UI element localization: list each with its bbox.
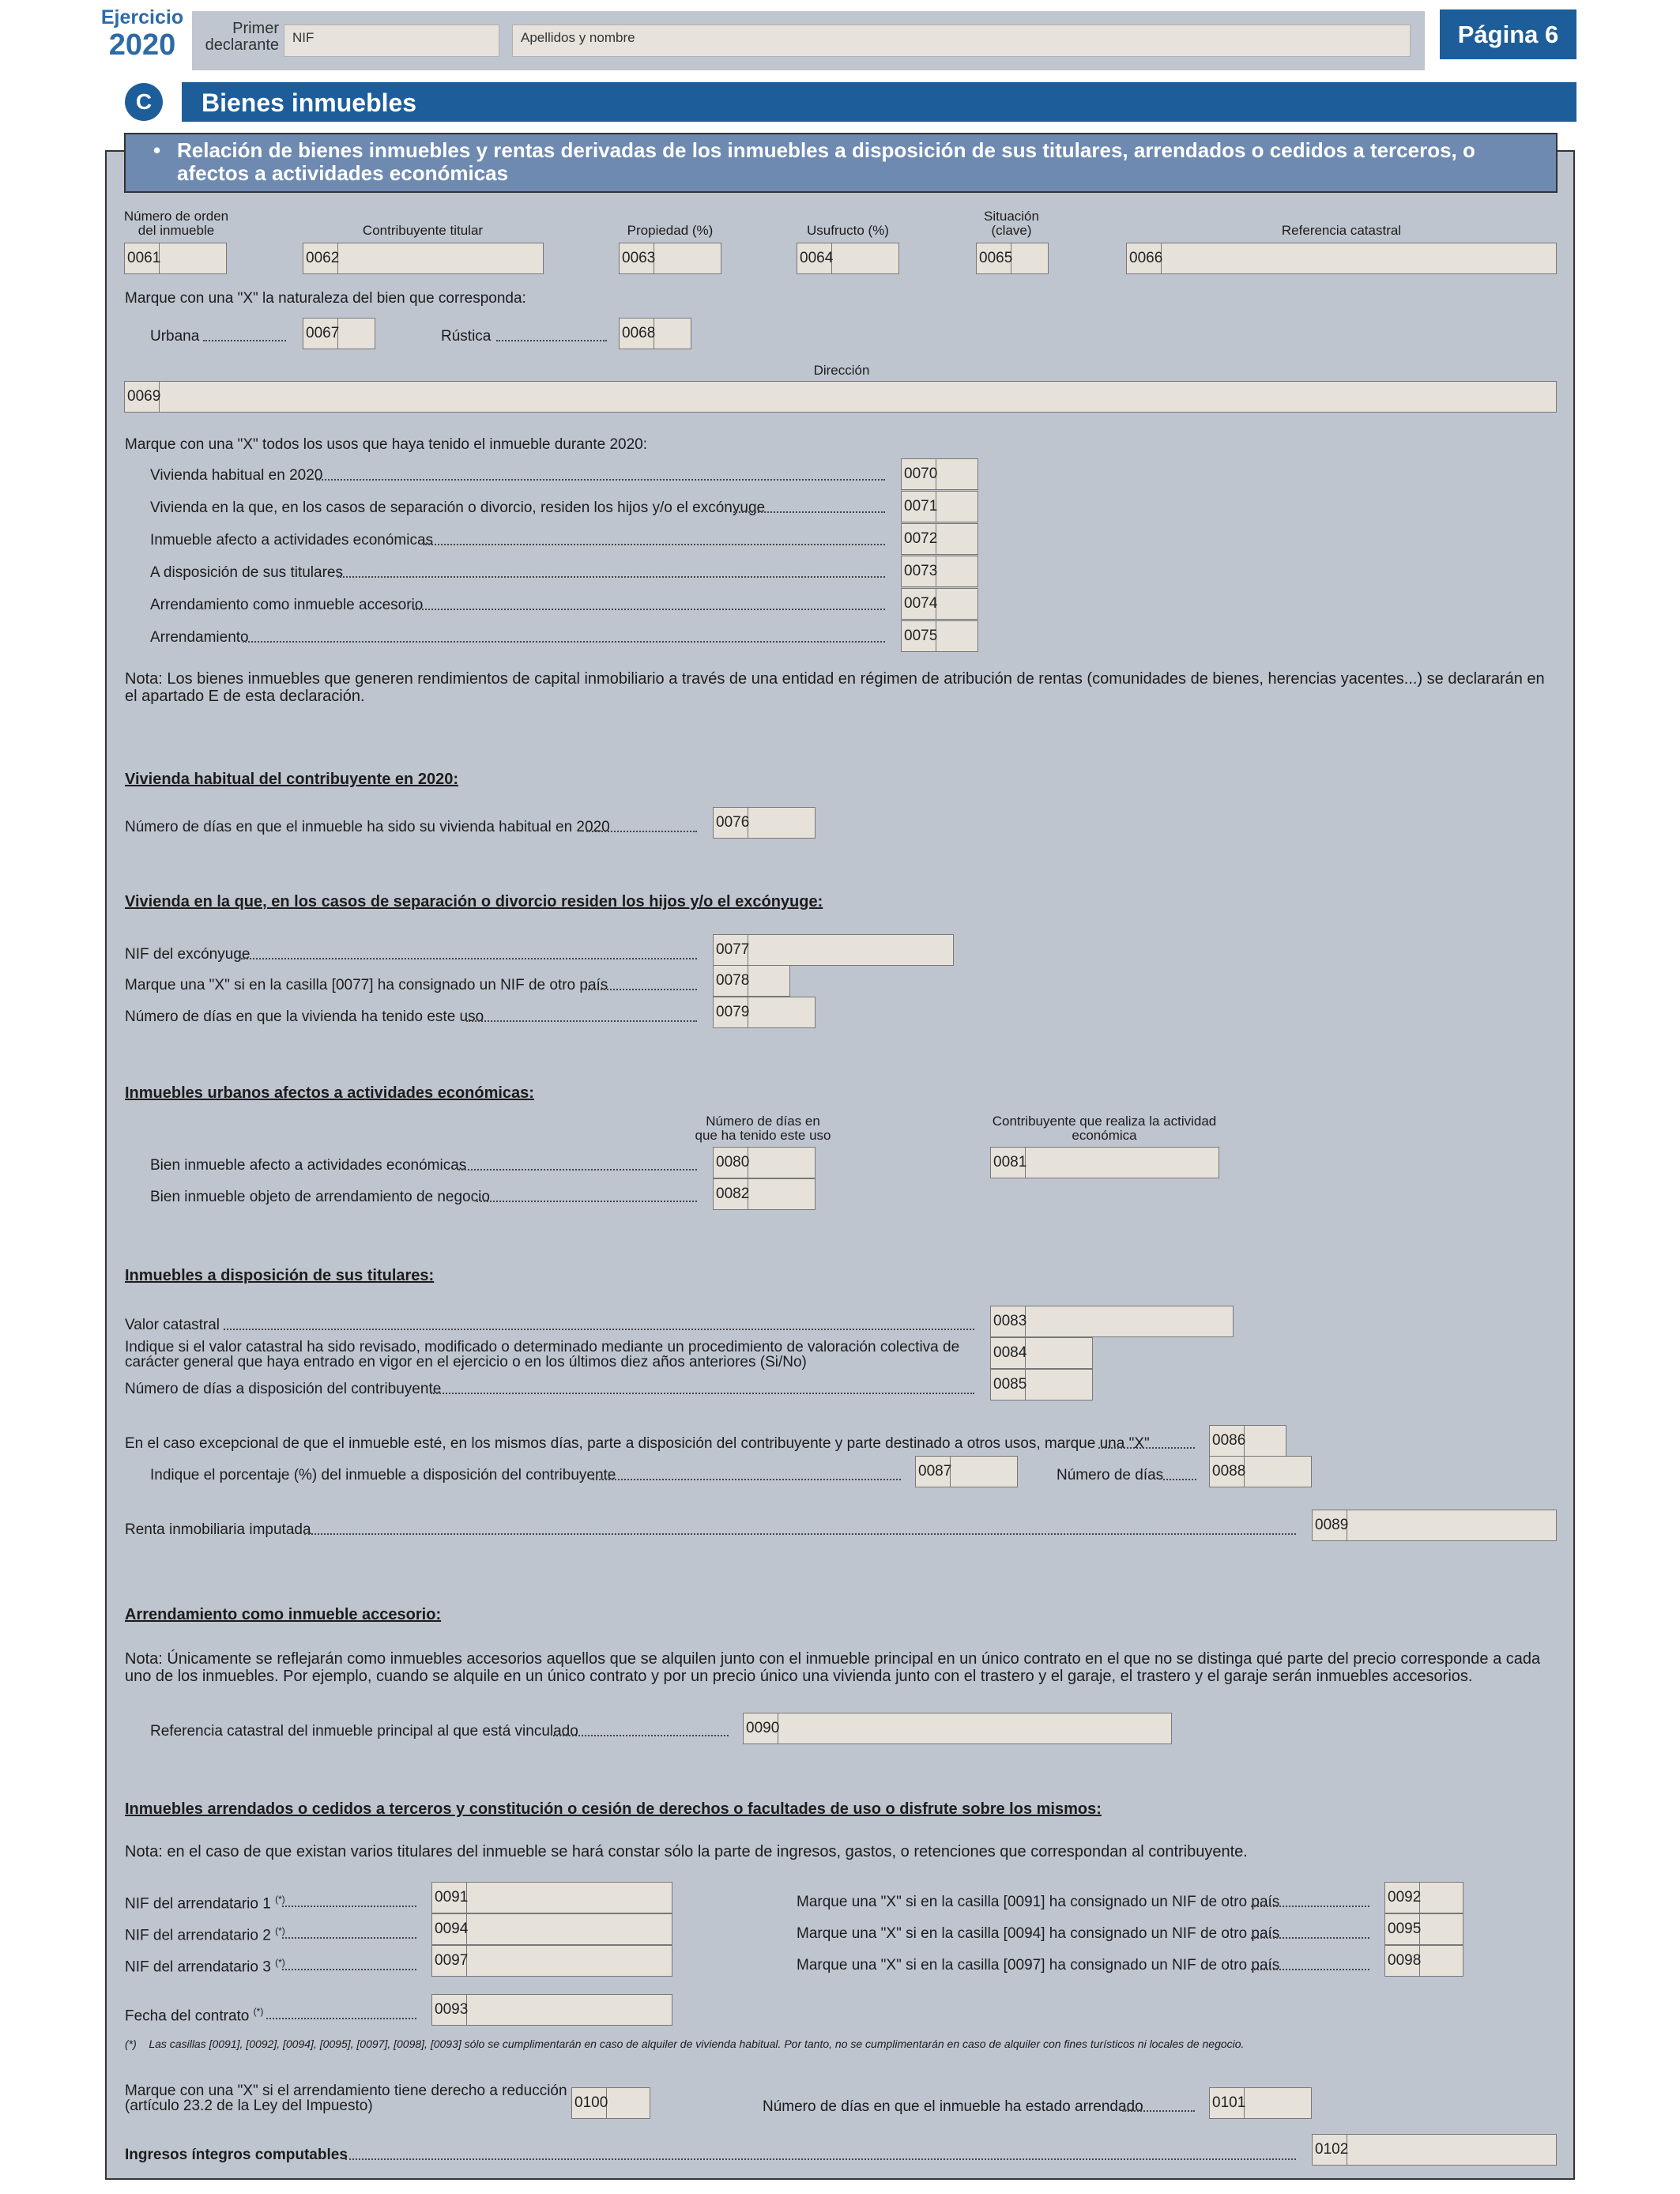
porcentaje-label: Indique el porcentaje (%) del inmueble a disposición del contribuyente	[150, 1467, 616, 1483]
input-0078[interactable]	[748, 966, 789, 996]
input-0069[interactable]	[160, 382, 1556, 412]
input-0092[interactable]	[1420, 1883, 1463, 1913]
fecha-contrato-label	[125, 2006, 263, 2025]
input-0066[interactable]	[1162, 243, 1556, 273]
arrendados-nota: Nota: en el caso de que existan varios titulares del inmueble se hará constar sólo la parte de ingresos, gastos, o retenciones que correspondan al contribuyente.	[125, 1843, 1248, 1860]
code-0076: 0076	[714, 808, 748, 838]
code-0075: 0075	[902, 621, 936, 651]
code-0069: 0069	[125, 382, 160, 412]
code-0082: 0082	[714, 1179, 748, 1209]
uso-item: Inmueble afecto a actividades económicas	[150, 532, 434, 548]
code-0080: 0080	[714, 1148, 748, 1178]
col-titular: Contribuyente titular	[362, 223, 484, 238]
leader-dots	[733, 511, 885, 513]
input-0100[interactable]	[607, 2088, 650, 2118]
leader-dots	[203, 340, 286, 341]
code-0063: 0063	[620, 243, 654, 273]
field-0102[interactable]	[1312, 2134, 1557, 2166]
subsection-title	[124, 133, 1558, 193]
marque-0094-label: Marque una "X" si en la casilla [0094] ha consignado un NIF de otro país	[797, 1925, 1280, 1942]
leader-dots	[337, 576, 885, 578]
input-0063[interactable]	[654, 243, 721, 273]
field-0090[interactable]	[743, 1713, 1172, 1744]
uso-item: A disposición de sus titulares	[150, 564, 343, 581]
code-0079: 0079	[714, 997, 748, 1027]
marque-0091-label: Marque una "X" si en la casilla [0091] ha consignado un NIF de otro país	[797, 1894, 1280, 1910]
code-0077: 0077	[714, 935, 748, 965]
code-0065: 0065	[977, 243, 1011, 273]
input-0075[interactable]	[936, 621, 977, 651]
asterisk-note: (*)	[275, 1894, 285, 1905]
valor-catastral-label: Valor catastral	[125, 1317, 220, 1333]
field-0070[interactable]	[901, 458, 978, 490]
field-0088[interactable]	[1209, 1456, 1312, 1487]
dias-uso-label: Número de días en que la vivienda ha tenido este uso	[125, 1008, 484, 1025]
code-0091: 0091	[432, 1883, 467, 1913]
input-0073[interactable]	[936, 556, 977, 586]
input-0095[interactable]	[1420, 1914, 1463, 1944]
input-0071[interactable]	[936, 492, 977, 522]
code-0094: 0094	[432, 1914, 467, 1944]
field-0064[interactable]	[797, 243, 899, 274]
field-0087[interactable]	[915, 1456, 1018, 1487]
code-0078: 0078	[714, 966, 748, 996]
afectos-heading: Inmuebles urbanos afectos a actividades económicas:	[125, 1084, 534, 1102]
bien-afecto-label: Bien inmueble afecto a actividades económicas	[150, 1157, 467, 1174]
subsection-title-text: Relación de bienes inmuebles y rentas derivadas de los inmuebles a disposición de sus titulares, arrendados o cedidos a terceros, o afectos a actividades económicas	[177, 138, 1475, 185]
field-0061[interactable]	[124, 243, 227, 274]
code-0067: 0067	[303, 319, 338, 349]
leader-dots	[316, 479, 885, 481]
rustica-label: Rústica	[441, 328, 492, 345]
leader-dots	[423, 544, 885, 545]
uso-item: Arrendamiento	[150, 629, 249, 646]
vivienda-habitual-dias-label: Número de días en que el inmueble ha sido su vivienda habitual en 2020	[125, 819, 610, 835]
col-direccion: Dirección	[813, 363, 870, 378]
dias-arrendado-label: Número de días en que el inmueble ha estado arrendado	[763, 2098, 1143, 2115]
input-0062[interactable]	[338, 243, 543, 273]
input-0065[interactable]	[1011, 243, 1048, 273]
section-title: Bienes inmuebles	[182, 82, 1576, 122]
naturaleza-prompt: Marque con una "X" la naturaleza del bien que corresponda:	[125, 290, 526, 307]
ejercicio-label	[95, 6, 190, 61]
input-0093[interactable]	[467, 1995, 672, 2025]
field-0069[interactable]	[124, 381, 1557, 413]
nif-field[interactable]: NIF	[284, 25, 499, 57]
fecha-text: Fecha del contrato	[125, 2007, 250, 2025]
code-0084: 0084	[991, 1338, 1026, 1368]
input-0072[interactable]	[936, 524, 977, 554]
nif-otro-pais-label: Marque una "X" si en la casilla [0077] ha consignado un NIF de otro país	[125, 977, 608, 993]
usos-nota: Nota: Los bienes inmuebles que generen rendimientos de capital inmobiliario a través de una entidad en régimen de atribución de rentas (comunidades de bienes, herencias yacentes...) se declararán en el apartado E de esta declaración.	[125, 670, 1545, 705]
section-letter: C	[125, 83, 163, 121]
input-0067[interactable]	[338, 319, 375, 349]
code-0066: 0066	[1127, 243, 1162, 273]
field-0080[interactable]	[713, 1147, 816, 1178]
code-0072: 0072	[902, 524, 936, 554]
leader-dots	[1251, 1906, 1369, 1907]
col-orden: Número de orden del inmueble	[123, 209, 229, 238]
input-0089[interactable]	[1347, 1510, 1556, 1540]
leader-dots	[1251, 1969, 1369, 1970]
leader-dots	[282, 1969, 416, 1970]
primer-declarante-label: Primer declarante	[205, 20, 279, 54]
input-0084[interactable]	[1026, 1338, 1092, 1368]
field-0100[interactable]	[571, 2087, 650, 2119]
field-0063[interactable]	[619, 243, 721, 274]
code-0098: 0098	[1385, 1946, 1420, 1976]
code-0083: 0083	[991, 1306, 1026, 1336]
col-propiedad: Propiedad (%)	[627, 223, 714, 238]
code-0102: 0102	[1313, 2135, 1347, 2165]
field-0082[interactable]	[713, 1178, 816, 1210]
dias-disposicion-label: Número de días a disposición del contribuyente	[125, 1381, 442, 1397]
leader-dots	[585, 989, 697, 990]
field-0085[interactable]	[990, 1369, 1093, 1400]
separacion-heading: Vivienda en la que, en los casos de separación o divorcio residen los hijos y/o el excónyuge:	[125, 893, 823, 910]
field-0077[interactable]	[713, 934, 954, 966]
excepcional-label: En el caso excepcional de que el inmueble esté, en los mismos días, parte a disposición del contribuyente y parte destinado a otros usos, marque una "X"	[125, 1435, 1150, 1452]
field-0086[interactable]	[1209, 1425, 1286, 1457]
code-0087: 0087	[916, 1457, 951, 1487]
leader-dots	[1098, 1447, 1195, 1449]
leader-dots	[1251, 1937, 1369, 1939]
code-0073: 0073	[902, 556, 936, 586]
field-0079[interactable]	[713, 997, 816, 1028]
code-0097: 0097	[432, 1946, 467, 1976]
input-0076[interactable]	[748, 808, 815, 838]
leader-dots	[458, 1169, 697, 1171]
field-0089[interactable]	[1312, 1510, 1557, 1541]
page-number: Página 6	[1440, 9, 1576, 59]
input-0068[interactable]	[654, 319, 691, 349]
input-0101[interactable]	[1245, 2088, 1311, 2118]
reduccion-label: Marque con una "X" si el arrendamiento tiene derecho a reducción (artículo 23.2 de la Ley del Impuesto)	[125, 2083, 567, 2114]
code-0071: 0071	[902, 492, 936, 522]
referencia-principal-label: Referencia catastral del inmueble principal al que está vinculado	[150, 1723, 578, 1740]
nombre-field[interactable]: Apellidos y nombre	[512, 25, 1411, 57]
asterisk-note: (*)	[275, 1957, 285, 1968]
asterisk-note: (*)	[275, 1925, 285, 1936]
input-0091[interactable]	[467, 1883, 672, 1913]
input-0085[interactable]	[1026, 1370, 1092, 1400]
field-0062[interactable]	[303, 243, 544, 274]
input-0079[interactable]	[748, 997, 815, 1027]
input-0077[interactable]	[748, 935, 953, 965]
ejercicio-text: Ejercicio	[100, 6, 184, 28]
arrendados-heading: Inmuebles arrendados o cedidos a terceros y constitución o cesión de derechos o facultades de uso o disfrute sobre los mismos:	[125, 1800, 1102, 1818]
nif2-text: NIF del arrendatario 2	[125, 1927, 271, 1944]
code-0095: 0095	[1385, 1914, 1420, 1944]
usos-prompt: Marque con una "X" todos los usos que haya tenido el inmueble durante 2020:	[125, 436, 647, 453]
leader-dots	[345, 2158, 1296, 2160]
bullet-icon: •	[153, 138, 161, 162]
leader-dots	[553, 1735, 729, 1736]
nif-arrendatario-2-label	[125, 1925, 285, 1944]
disposicion-heading: Inmuebles a disposición de sus titulares:	[125, 1267, 435, 1284]
renta-imputada-label: Renta inmobiliaria imputada	[125, 1521, 311, 1538]
field-0083[interactable]	[990, 1306, 1234, 1337]
uso-item: Vivienda en la que, en los casos de separación o divorcio, residen los hijos y/o el excónyuge	[150, 499, 766, 516]
code-0088: 0088	[1210, 1457, 1245, 1487]
code-0070: 0070	[902, 459, 936, 489]
footnote-text: Las casillas [0091], [0092], [0094], [0095], [0097], [0098], [0093] sólo se cumplimentarán en caso de alquiler de vivienda habitual. Por tanto, no se cumplimentarán en caso de alquiler con fines turísticos ni locales de negocio.	[149, 2038, 1245, 2050]
code-0100: 0100	[572, 2088, 607, 2118]
input-0087[interactable]	[951, 1457, 1017, 1487]
field-0098[interactable]	[1384, 1945, 1463, 1977]
code-0062: 0062	[303, 243, 338, 273]
code-0101: 0101	[1210, 2088, 1245, 2118]
uso-item: Arrendamiento como inmueble accesorio	[150, 597, 424, 613]
input-0102[interactable]	[1347, 2135, 1556, 2165]
leader-dots	[304, 1533, 1296, 1535]
field-0072[interactable]	[901, 523, 978, 555]
uso-item: Vivienda habitual en 2020	[150, 467, 323, 484]
field-0074[interactable]	[901, 588, 978, 620]
leader-dots	[586, 831, 697, 832]
nif-arrendatario-3-label	[125, 1957, 285, 1976]
field-0075[interactable]	[901, 620, 978, 652]
field-0081[interactable]	[990, 1147, 1219, 1178]
input-0090[interactable]	[778, 1713, 1171, 1744]
input-0086[interactable]	[1245, 1426, 1286, 1456]
leader-dots	[431, 1393, 974, 1394]
leader-dots	[477, 1201, 697, 1202]
field-0078[interactable]	[713, 965, 790, 997]
field-0068[interactable]	[619, 318, 691, 349]
footnote	[125, 2038, 1244, 2050]
leader-dots	[241, 958, 697, 959]
leader-dots	[413, 609, 885, 610]
leader-dots	[243, 641, 885, 643]
field-0093[interactable]	[431, 1994, 672, 2026]
code-0085: 0085	[991, 1370, 1026, 1400]
input-0064[interactable]	[832, 243, 898, 273]
code-0074: 0074	[902, 589, 936, 619]
field-0092[interactable]	[1384, 1882, 1463, 1913]
code-0092: 0092	[1385, 1883, 1420, 1913]
urbana-label: Urbana	[150, 328, 200, 345]
code-0064: 0064	[797, 243, 832, 273]
code-0086: 0086	[1210, 1426, 1245, 1456]
code-0093: 0093	[432, 1995, 467, 2025]
accesorio-heading: Arrendamiento como inmueble accesorio:	[125, 1606, 442, 1623]
nif3-text: NIF del arrendatario 3	[125, 1958, 271, 1976]
input-0094[interactable]	[467, 1914, 672, 1944]
input-0098[interactable]	[1420, 1946, 1463, 1976]
year-text: 2020	[108, 28, 176, 62]
revisado-label: Indique si el valor catastral ha sido revisado, modificado o determinado mediante un procedimiento de valoración colectiva de carácter general que haya entrado en vigor en el ejercicio o en los últimos diez años anteriores (Si/No)	[125, 1339, 960, 1370]
code-0090: 0090	[744, 1713, 778, 1744]
field-0065[interactable]	[976, 243, 1049, 274]
field-0071[interactable]	[901, 491, 978, 522]
leader-dots	[593, 1479, 901, 1480]
field-0094[interactable]	[431, 1913, 672, 1945]
input-0082[interactable]	[748, 1179, 815, 1209]
ingresos-label: Ingresos íntegros computables	[125, 2147, 348, 2163]
vivienda-habitual-heading: Vivienda habitual del contribuyente en 2020:	[125, 771, 458, 788]
leader-dots	[224, 1329, 974, 1330]
leader-dots	[466, 1020, 697, 1022]
code-0061: 0061	[125, 243, 160, 273]
declarante-header	[192, 11, 1425, 70]
leader-dots	[1122, 2110, 1195, 2112]
field-0097[interactable]	[431, 1945, 672, 1977]
code-0089: 0089	[1313, 1510, 1347, 1540]
leader-dots	[282, 1937, 416, 1939]
code-0068: 0068	[620, 319, 654, 349]
input-0081[interactable]	[1026, 1148, 1219, 1178]
input-0061[interactable]	[160, 243, 226, 273]
field-0067[interactable]	[303, 318, 375, 349]
asterisk-note: (*)	[253, 2006, 264, 2017]
nif1-text: NIF del arrendatario 1	[125, 1895, 271, 1913]
col-referencia: Referencia catastral	[1281, 223, 1402, 238]
input-0083[interactable]	[1026, 1306, 1233, 1336]
marque-0097-label: Marque una "X" si en la casilla [0097] ha consignado un NIF de otro país	[797, 1957, 1280, 1973]
leader-dots	[1163, 1479, 1196, 1480]
leader-dots	[282, 1906, 416, 1907]
col-contribuyente-actividad: Contribuyente que realiza la actividad económica	[992, 1114, 1217, 1143]
nif-arrendatario-1-label	[125, 1894, 285, 1913]
field-0076[interactable]	[713, 807, 816, 839]
field-0101[interactable]	[1209, 2087, 1312, 2119]
col-dias-uso: Número de días en que ha tenido este uso	[695, 1114, 831, 1143]
field-0066[interactable]	[1126, 243, 1557, 274]
input-0097[interactable]	[467, 1946, 672, 1976]
bien-negocio-label: Bien inmueble objeto de arrendamiento de negocio	[150, 1189, 490, 1205]
col-situacion: Situación (clave)	[984, 209, 1039, 238]
leader-dots	[266, 2018, 416, 2019]
code-0081: 0081	[991, 1148, 1026, 1178]
input-0088[interactable]	[1245, 1457, 1311, 1487]
input-0070[interactable]	[936, 459, 977, 489]
footnote-mark: (*)	[125, 2038, 137, 2050]
leader-dots	[496, 340, 607, 341]
input-0074[interactable]	[936, 589, 977, 619]
nif-exconyuge-label: NIF del excónyuge	[125, 946, 250, 963]
field-0095[interactable]	[1384, 1913, 1463, 1945]
num-dias-label: Número de días	[1057, 1467, 1164, 1483]
field-0084[interactable]	[990, 1337, 1093, 1369]
field-0073[interactable]	[901, 556, 978, 587]
input-0080[interactable]	[748, 1148, 815, 1178]
field-0091[interactable]	[431, 1882, 672, 1913]
accesorio-nota: Nota: Únicamente se reflejarán como inmuebles accesorios aquellos que se alquilen junto con el inmueble principal en un único contrato en el que no se distinga qué parte del precio corresponde a cada uno de los inmuebles. Por ejemplo, cuando se alquile en un único contrato y por un precio único una vivienda junto con el trastero y el garaje, el trastero y el garaje serán inmuebles accesorios.	[125, 1650, 1541, 1685]
col-usufructo: Usufructo (%)	[807, 223, 889, 238]
